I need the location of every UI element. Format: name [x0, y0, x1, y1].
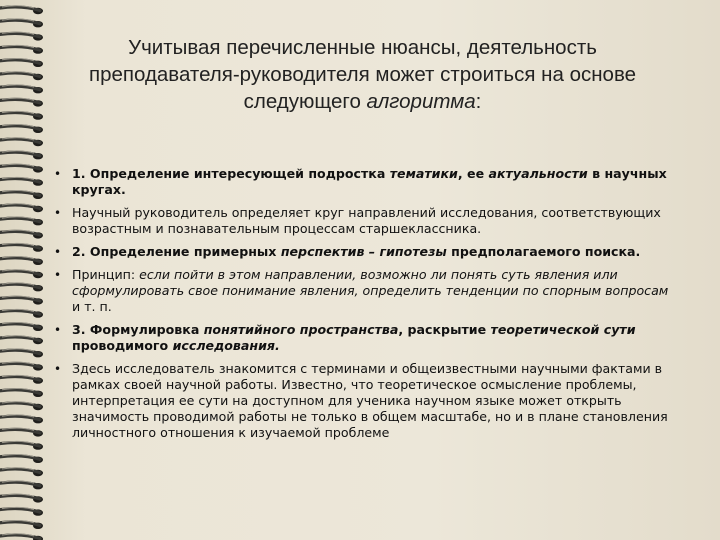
- binding-ring: [0, 258, 40, 262]
- bullet-icon: •: [54, 167, 62, 181]
- binding-ring: [0, 7, 40, 11]
- binding-ring: [0, 324, 40, 328]
- item-emphasis: актуальности: [488, 166, 588, 181]
- item-text: , раскрытие: [398, 322, 491, 337]
- list-item-note-2: [52, 267, 677, 315]
- item-emphasis: перспектив – гипотезы: [280, 244, 447, 259]
- binding-ring: [0, 231, 40, 235]
- binding-ring: [0, 99, 40, 103]
- binding-ring: [0, 152, 40, 156]
- bullet-icon: •: [54, 245, 62, 259]
- binding-ring: [0, 165, 40, 169]
- bullet-icon: •: [54, 206, 62, 220]
- binding-ring: [0, 416, 40, 420]
- binding-ring: [0, 377, 40, 381]
- binding-ring: [0, 139, 40, 143]
- binding-ring: [0, 245, 40, 249]
- binding-ring: [0, 33, 40, 37]
- bullet-icon: •: [54, 323, 62, 337]
- item-text: в научных кругах.: [72, 166, 667, 197]
- item-emphasis: понятийного пространства: [203, 322, 399, 337]
- binding-ring: [0, 192, 40, 196]
- binding-ring: [0, 126, 40, 130]
- bullet-icon: •: [54, 362, 62, 376]
- binding-ring: [0, 363, 40, 367]
- item-text: и т. п.: [72, 299, 112, 314]
- item-emphasis: если пойти в этом направлении, возможно ли понять суть явления или сформулировать свое понимание явления, определить тенденции по спорным вопросам: [72, 267, 669, 298]
- title-colon: :: [475, 90, 482, 113]
- binding-ring: [0, 60, 40, 64]
- item-text: , ее: [457, 166, 489, 181]
- binding-ring: [0, 47, 40, 51]
- title-emphasis: алгоритма: [366, 90, 476, 113]
- slide-title: [70, 34, 655, 115]
- item-emphasis: исследования.: [172, 338, 280, 353]
- binding-ring: [0, 218, 40, 222]
- list-item-step-1: [52, 166, 677, 198]
- binding-ring: [0, 482, 40, 486]
- binding-ring: [0, 456, 40, 460]
- list-item-note-1: [52, 205, 677, 237]
- binding-ring: [0, 113, 40, 117]
- list-item-step-3: [52, 322, 677, 354]
- bullet-icon: •: [54, 268, 62, 282]
- spiral-binding: [0, 0, 60, 540]
- bullet-list: [52, 166, 677, 448]
- item-text: проводимого: [72, 338, 173, 353]
- binding-ring: [0, 350, 40, 354]
- item-text: Здесь исследователь знакомится с терминами и общеизвестными научными фактами в рамках своей научной работы. Известно, что теоретическое осмысление проблемы, интерпретация ее сути на доступном для ученика научном языке может открыть значимость проводимой работы не только в общем масштабе, но и в плане становления личностного отношения к изучаемой проблеме: [72, 361, 668, 440]
- binding-ring: [0, 509, 40, 513]
- list-item-step-2: [52, 244, 677, 260]
- binding-ring: [0, 522, 40, 526]
- item-text: Принцип:: [72, 267, 140, 282]
- binding-ring: [0, 535, 40, 539]
- item-emphasis: теоретической сути: [490, 322, 636, 337]
- title-text: Учитывая перечисленные нюансы, деятельность преподавателя-руководителя может строиться на основе следующего: [88, 36, 637, 113]
- list-item-note-3: [52, 361, 677, 441]
- binding-ring: [0, 429, 40, 433]
- binding-ring: [0, 403, 40, 407]
- item-text: Научный руководитель определяет круг направлений исследования, соответствующих возрастным и познавательным процессам старшеклассника.: [72, 205, 661, 236]
- binding-ring: [0, 297, 40, 301]
- binding-ring: [0, 86, 40, 90]
- binding-ring: [0, 179, 40, 183]
- binding-ring: [0, 271, 40, 275]
- binding-ring: [0, 495, 40, 499]
- item-text: 3. Формулировка: [72, 322, 204, 337]
- item-text: предполагаемого поиска.: [446, 244, 641, 259]
- binding-ring: [0, 443, 40, 447]
- binding-ring: [0, 311, 40, 315]
- binding-ring: [0, 390, 40, 394]
- binding-ring: [0, 284, 40, 288]
- binding-ring: [0, 20, 40, 24]
- binding-ring: [0, 205, 40, 209]
- item-text: 2. Определение примерных: [72, 244, 281, 259]
- item-text: 1. Определение интересующей подростка: [72, 166, 390, 181]
- binding-ring: [0, 73, 40, 77]
- binding-ring: [0, 469, 40, 473]
- item-emphasis: тематики: [389, 166, 458, 181]
- binding-ring: [0, 337, 40, 341]
